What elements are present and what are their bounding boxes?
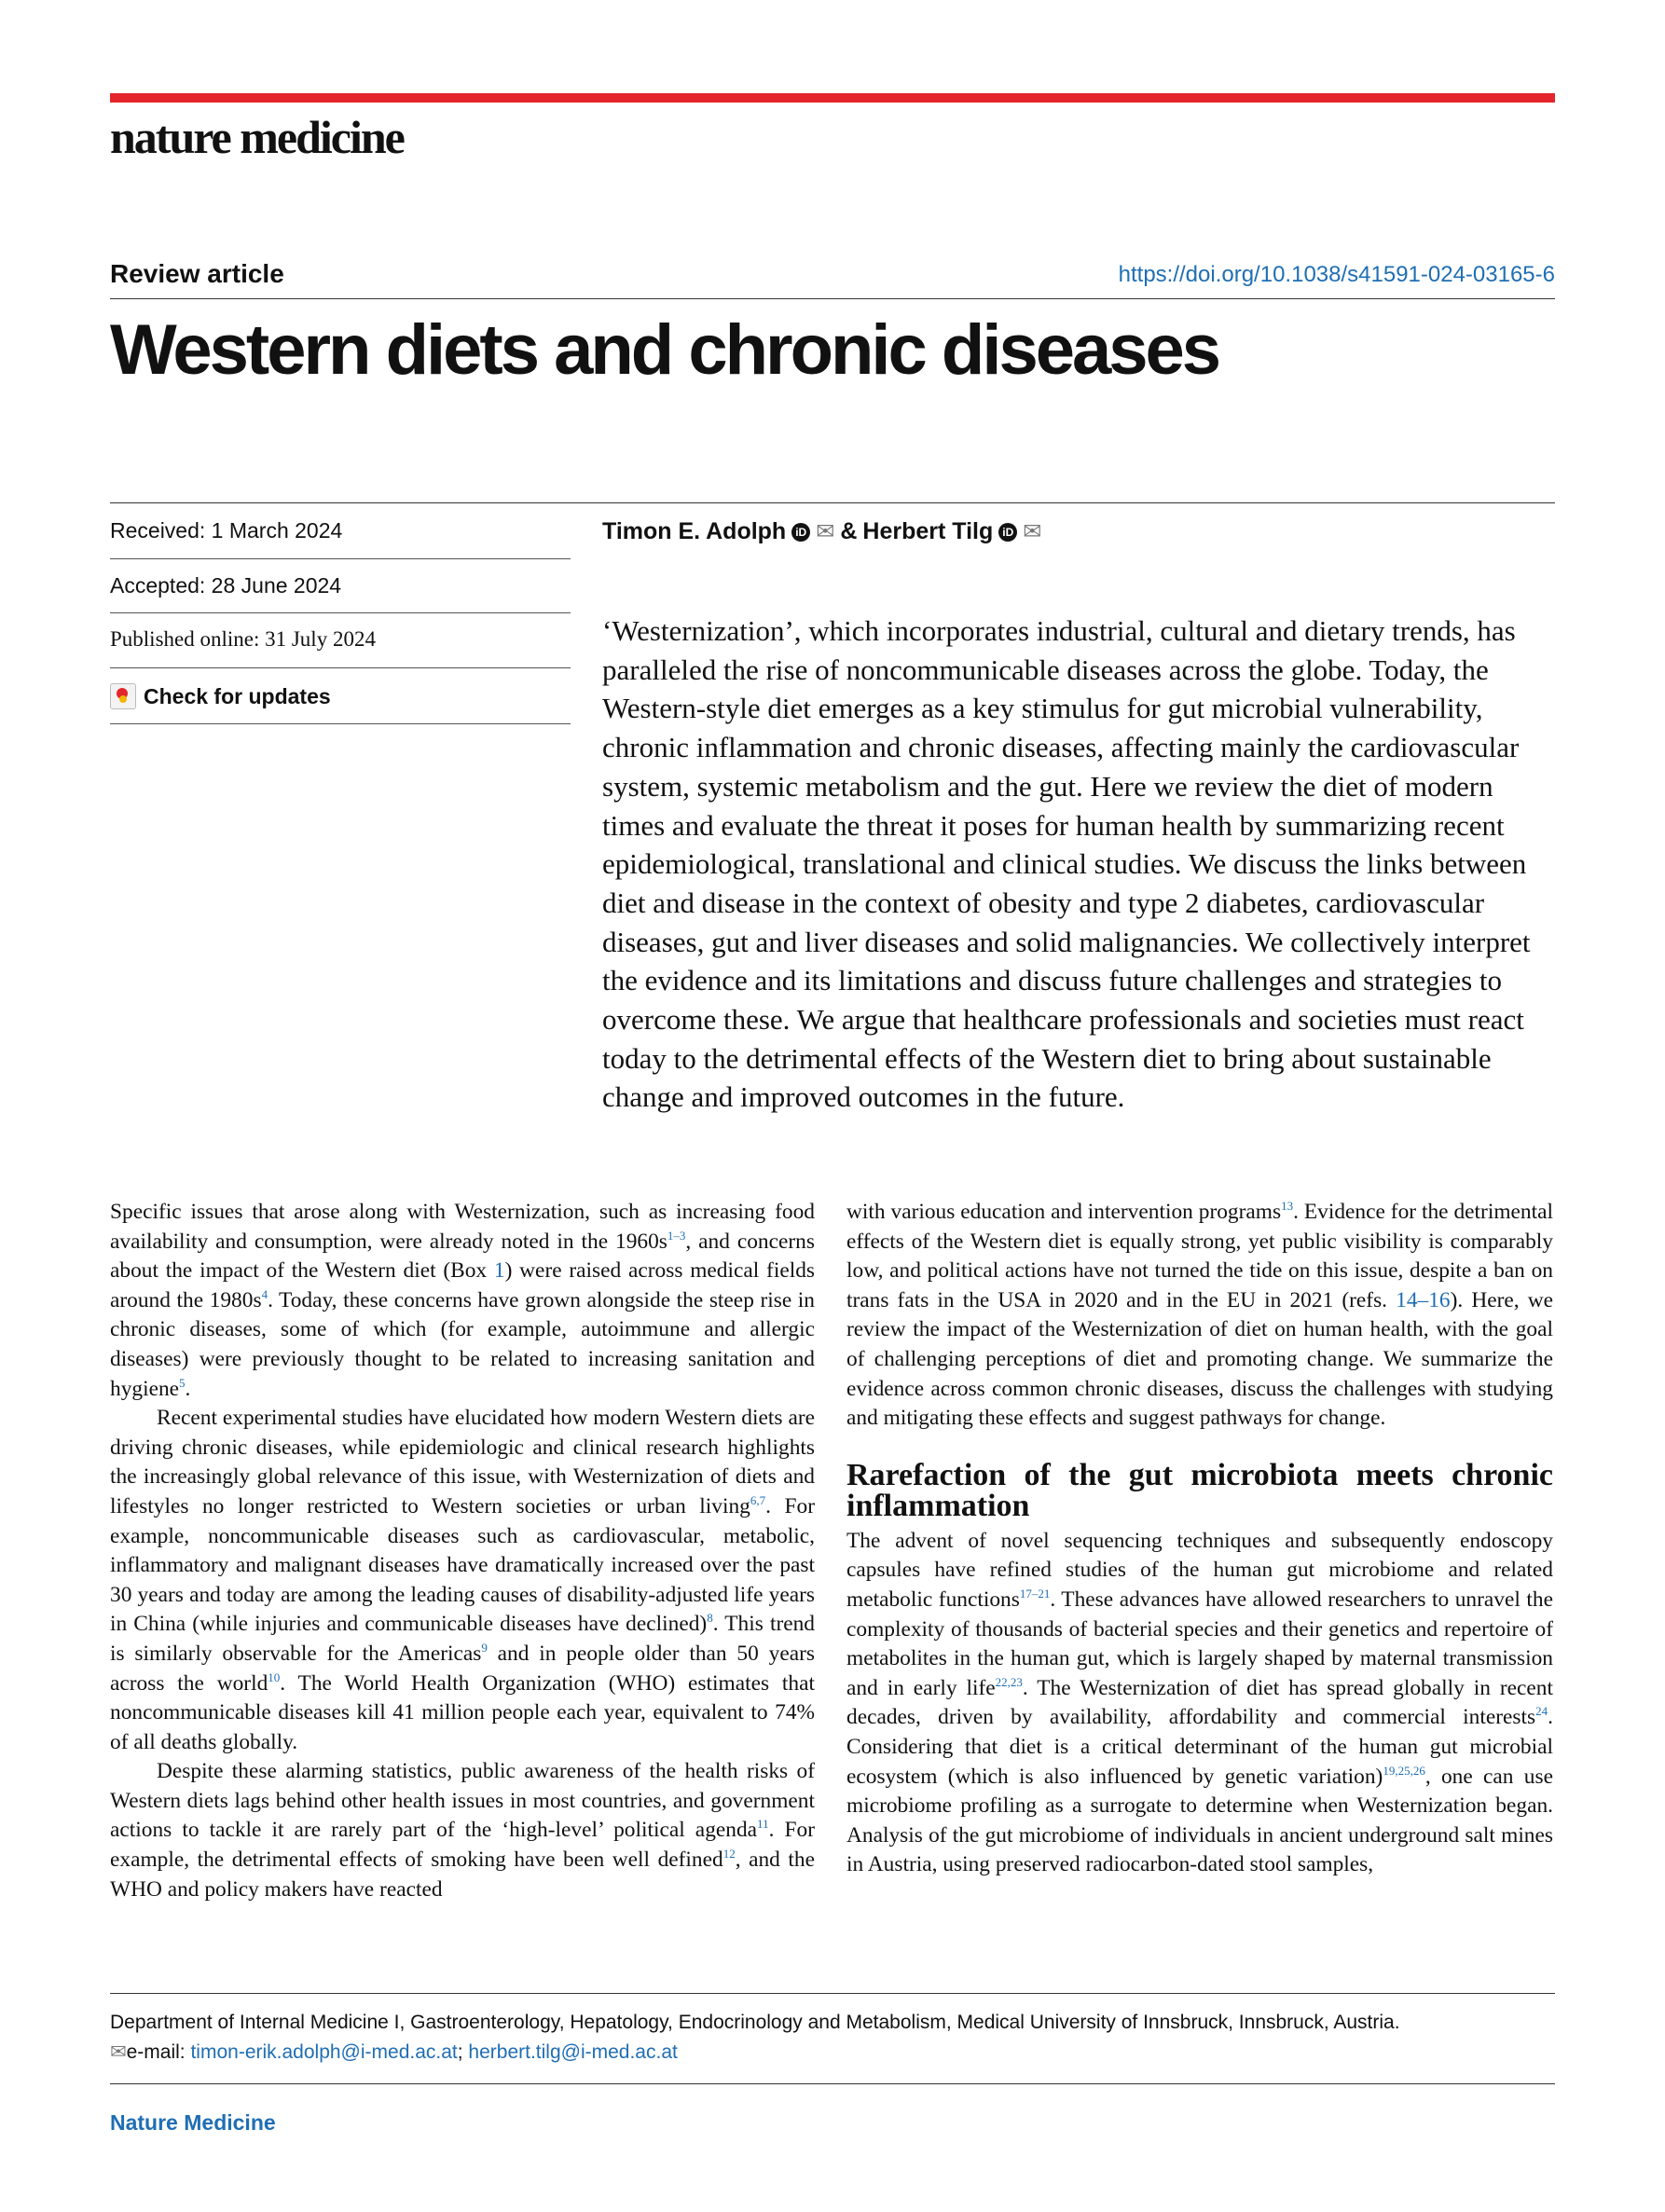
email-link[interactable]: herbert.tilg@i-med.ac.at xyxy=(468,2041,678,2063)
affiliation-text: Department of Internal Medicine I, Gastroenterology, Hepatology, Endocrinology and Metabolism, Medical University of Innsbruck, Innsbruck, Austria. xyxy=(110,2012,1400,2033)
citation[interactable]: 9 xyxy=(481,1641,488,1656)
paragraph: Recent experimental studies have elucidated how modern Western diets are driving chronic diseases, while epidemiologic and clinical research highlights the increasingly global relevance of this issue, with Westernization of diets and lifestyles no longer restricted to Western societies or urban living$^{6,7}$. For example, noncommunicable diseases such as cardiovascular, metabolic, inflammatory and malignant diseases have dramatically increased over the past 30 years and today are among the leading causes of disability-adjusted life years in China (while injuries and communicable diseases have declined)$^8$. This trend is similarly observable for the Americas$^9$ and in people older than 50 years across the world$^{10}$. The World Health Organization (WHO) estimates that noncommunicable diseases kill 41 million people each year, equivalent to 74% of all deaths globally. xyxy=(110,1406,816,1754)
received-date: Received: 1 March 2024 xyxy=(110,518,343,543)
citation[interactable]: 17–21 xyxy=(1019,1587,1051,1601)
body-column-right xyxy=(846,1198,1553,1880)
title-rule xyxy=(110,298,1555,299)
citation[interactable]: 5 xyxy=(179,1375,186,1390)
doi-link[interactable]: https://doi.org/10.1038/s41591-024-03165-6 xyxy=(1118,262,1555,287)
abstract: ‘Westernization’, which incorporates industrial, cultural and dietary trends, has paralleled the rise of noncommunicable diseases across the globe. Today, the Western-style diet emerges as a key stimulus for gut microbial vulnerability, chronic inflammation and chronic diseases, affecting mainly the cardiovascular system, systemic metabolism and the gut. Here we review the diet of modern times and evaluate the threat it poses for human health by summarizing recent epidemiological, translational and clinical studies. We discuss the links between diet and disease in the context of obesity and type 2 diabetes, cardiovascular diseases, gut and liver diseases and solid malignancies. We collectively interpret the evidence and its limitations and discuss future challenges and strategies to overcome these. We argue that healthcare professionals and societies must react today to the detrimental effects of the Western diet to bring about sustainable change and improved outcomes in the future. xyxy=(602,614,1531,1114)
paragraph: with various education and intervention programs$^{13}$. Evidence for the detrimental effects of the Western diet is equally strong, yet public visibility is comparably low, and political actions have not turned the tide on this issue, despite a ban on trans fats in the USA in 2020 and in the EU in 2021 (refs. 14–16). Here, we review the impact of the Westernization of diet on human health, with the goal of challenging perceptions of diet and promoting change. We summarize the evidence across common chronic diseases, discuss the challenges with studying and mitigating these effects and suggest pathways for change. xyxy=(846,1199,1553,1431)
affiliation-rule xyxy=(110,1993,1555,1994)
journal-accent-bar xyxy=(110,93,1555,103)
meta-divider xyxy=(110,612,571,613)
email-line: ✉e-mail: timon-erik.adolph@i-med.ac.at; herbert.tilg@i-med.ac.at xyxy=(110,2041,678,2063)
paragraph: The advent of novel sequencing techniques and subsequently endoscopy capsules have refined studies of the human gut microbiome and related metabolic functions$^{17-21}$. These advances have allowed researchers to unravel the complexity of thousands of bacterial species and their genetics and repertoire of metabolites in the human gut, which is largely shaped by maternal transmission and in early life$^{22,23}$. The Westernization of diet has spread globally in recent decades, driven by availability, affordability and commercial interests$^{24}$. Considering that diet is a critical determinant of the human gut microbial ecosystem (which is also influenced by genetic variation)$^{19,25,26}$, one can use microbiome profiling as a surrogate to determine when Westernization began. Analysis of the gut microbiome of individuals in ancient underground salt mines in Austria, using preserved radiocarbon-dated stool samples, xyxy=(846,1528,1553,1877)
affiliations xyxy=(110,2008,1555,2068)
email-link[interactable]: timon-erik.adolph@i-med.ac.at xyxy=(190,2041,458,2063)
check-updates-label: Check for updates xyxy=(144,683,331,708)
section-heading: Rarefaction of the gut microbiota meets chronic inflammation xyxy=(846,1457,1553,1523)
author-separator: & xyxy=(840,518,858,544)
citation[interactable]: 4 xyxy=(261,1286,268,1301)
citation[interactable]: 1–3 xyxy=(667,1228,686,1243)
author-name[interactable]: Herbert Tilg xyxy=(862,518,994,544)
paragraph: Specific issues that arose along with Westernization, such as increasing food availability and consumption, were already noted in the 1960s$^{1-3}$, and concerns about the impact of the Western diet (Box 1) were raised across medical fields around the 1980s$^4$. Today, these concerns have grown alongside the steep rise in chronic diseases, some of which (for example, autoimmune and allergic diseases) were previously thought to be related to increasing sanitation and hygiene$^5$. xyxy=(110,1200,815,1401)
accepted-date: Accepted: 28 June 2024 xyxy=(110,573,342,598)
meta-divider xyxy=(110,723,571,724)
article-type: Review article xyxy=(110,259,284,288)
meta-divider xyxy=(110,667,571,668)
citation[interactable]: 14–16 xyxy=(1396,1287,1451,1312)
body-column-left xyxy=(110,1198,815,1904)
envelope-icon[interactable]: ✉ xyxy=(816,519,835,544)
citation[interactable]: 8 xyxy=(707,1611,713,1626)
citation[interactable]: 12 xyxy=(722,1847,736,1862)
meta-divider xyxy=(110,558,571,559)
citation[interactable]: 13 xyxy=(1281,1199,1294,1214)
envelope-icon: ✉ xyxy=(110,2041,127,2063)
crossmark-icon xyxy=(110,683,136,709)
footer-rule xyxy=(110,2083,1555,2084)
orcid-icon[interactable]: iD xyxy=(791,523,810,542)
box-link[interactable]: 1 xyxy=(493,1258,505,1284)
page-title: Western diets and chronic diseases xyxy=(110,310,1219,390)
orcid-icon[interactable]: iD xyxy=(998,523,1017,542)
author-name[interactable]: Timon E. Adolph xyxy=(602,518,787,544)
citation[interactable]: 6,7 xyxy=(750,1493,766,1508)
citation[interactable]: 24 xyxy=(1535,1704,1548,1719)
paragraph: Despite these alarming statistics, public awareness of the health risks of Western diets lags behind other health issues in most countries, and government actions to tackle it are rarely part of the ‘high-level’ political agenda$^{11}$. For example, the detrimental effects of smoking have been well defined$^{12}$, and the WHO and policy makers have reacted xyxy=(110,1759,815,1902)
envelope-icon[interactable]: ✉ xyxy=(1023,519,1042,544)
journal-logo[interactable]: nature medicine xyxy=(110,111,404,163)
check-for-updates-button[interactable] xyxy=(110,683,331,709)
citation[interactable]: 10 xyxy=(268,1669,281,1684)
published-date: Published online: 31 July 2024 xyxy=(110,627,376,651)
citation[interactable]: 11 xyxy=(757,1817,769,1832)
citation[interactable]: 19,25,26 xyxy=(1383,1763,1425,1778)
journal-footer: Nature Medicine xyxy=(110,2110,276,2135)
citation[interactable]: 22,23 xyxy=(995,1674,1023,1689)
meta-top-rule xyxy=(110,502,1555,503)
author-list xyxy=(602,518,1041,545)
